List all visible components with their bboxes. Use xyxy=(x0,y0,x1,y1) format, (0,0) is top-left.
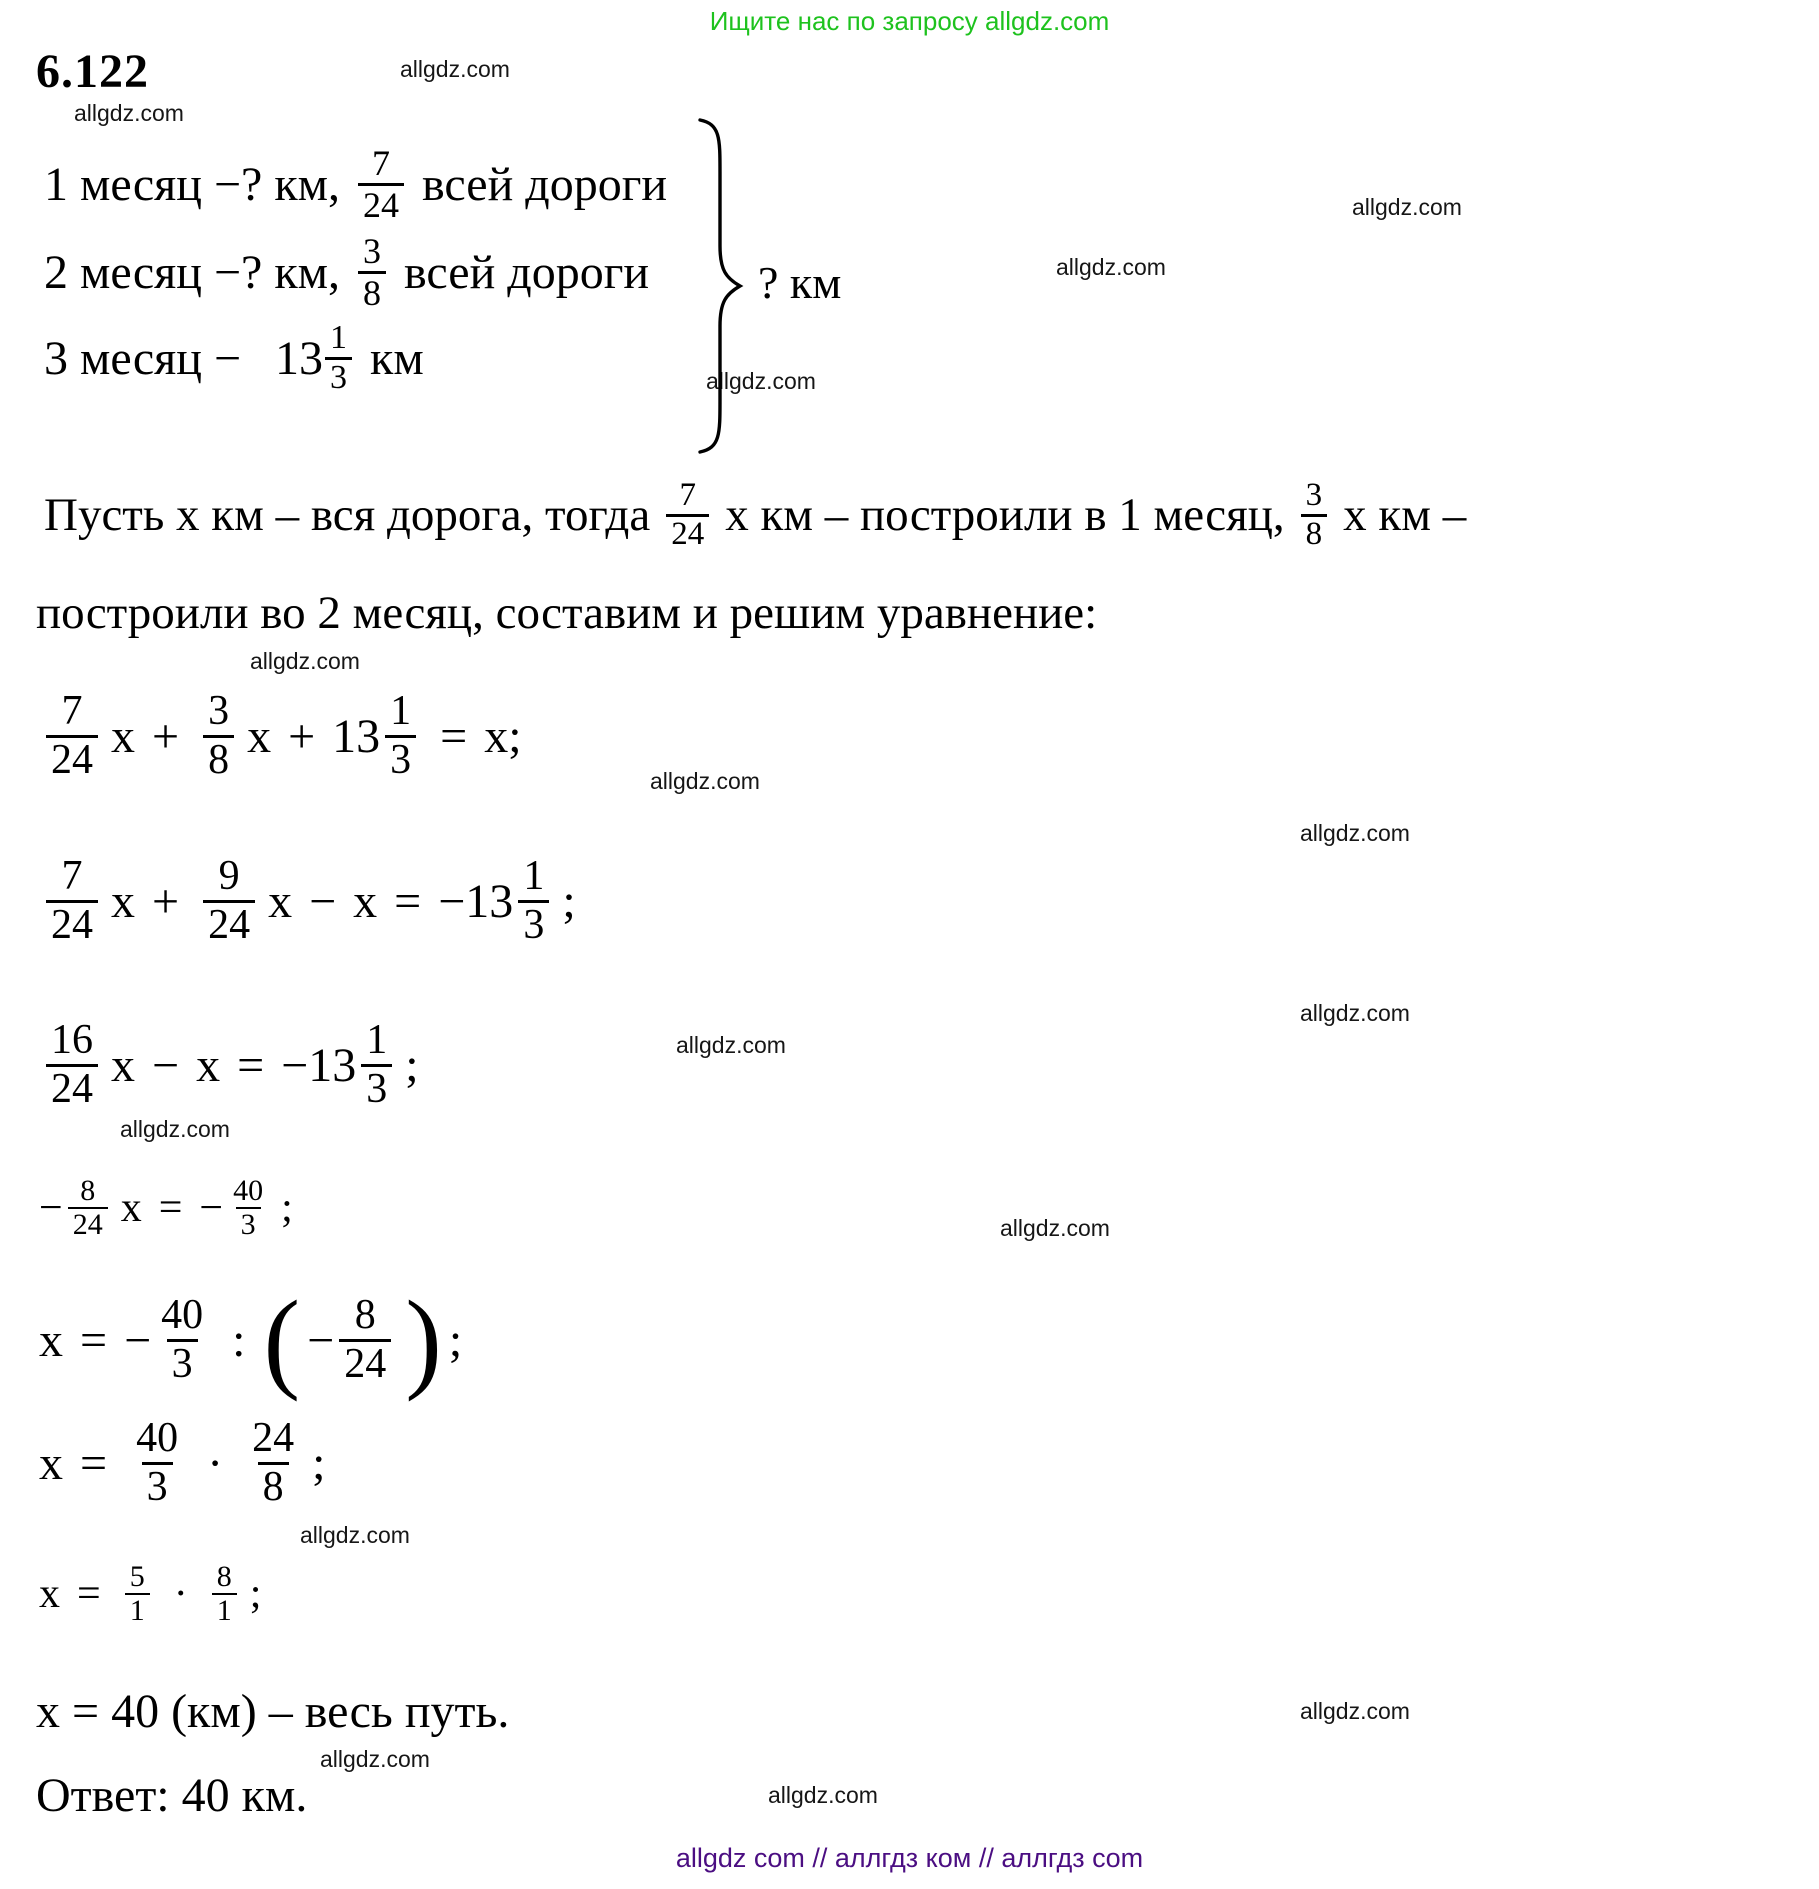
fraction-denominator: 24 xyxy=(46,1064,98,1112)
narrative-text: x км – xyxy=(1343,489,1467,541)
fraction xyxy=(203,689,234,783)
watermark: allgdz.com xyxy=(250,648,360,674)
fraction-numerator: 24 xyxy=(252,1415,295,1462)
fraction-denominator: 8 xyxy=(203,735,234,783)
fraction xyxy=(518,854,549,948)
footer-links: allgdz com // аллгдз ком // аллгдз com xyxy=(675,1843,1144,1873)
fraction-denominator: 24 xyxy=(666,514,709,553)
fraction-numerator: 5 xyxy=(129,1559,145,1593)
math-text: −13 xyxy=(438,874,514,928)
given-line-2-text: 2 месяц −? км, xyxy=(44,245,341,299)
math-text: x xyxy=(247,709,272,763)
watermark: allgdz.com xyxy=(768,1782,878,1808)
fraction xyxy=(247,1416,299,1510)
fraction-numerator: 8 xyxy=(216,1559,232,1593)
problem-number: 6.122 xyxy=(36,45,149,98)
mixed-number-whole: 13 xyxy=(275,331,324,385)
given-line-3 xyxy=(36,304,432,412)
watermark: allgdz.com xyxy=(1300,1000,1410,1026)
fraction-numerator: 3 xyxy=(208,688,230,735)
math-text: x xyxy=(196,1038,221,1092)
fraction-denominator: 24 xyxy=(46,900,98,948)
fraction-numerator: 1 xyxy=(390,688,412,735)
brace-total-label: ? км xyxy=(758,257,842,308)
equation-3 xyxy=(36,995,422,1135)
answer-line: Ответ: 40 км. xyxy=(36,1769,308,1822)
fraction-denominator: 24 xyxy=(46,735,98,783)
fraction-numerator: 7 xyxy=(372,142,391,183)
fraction xyxy=(358,144,404,225)
math-text: x xyxy=(39,1313,63,1367)
watermark: allgdz.com xyxy=(650,768,760,794)
math-text: x xyxy=(120,1185,142,1231)
given-line-1-text: 1 месяц −? км, xyxy=(44,157,341,211)
fraction-numerator: 40 xyxy=(136,1415,179,1462)
math-operator: + xyxy=(288,709,316,763)
fraction xyxy=(358,232,386,313)
equation-6 xyxy=(36,1410,328,1516)
watermark: allgdz.com xyxy=(120,1116,230,1142)
watermark: allgdz.com xyxy=(1056,254,1166,280)
fraction xyxy=(46,854,98,948)
math-text: 13 xyxy=(332,709,381,763)
fraction-denominator: 24 xyxy=(68,1207,108,1241)
math-text: ; xyxy=(405,1038,419,1092)
fraction-denominator: 8 xyxy=(258,1462,289,1510)
equation-1 xyxy=(36,665,525,807)
math-text: ; xyxy=(312,1436,326,1490)
math-operator: = xyxy=(80,1436,108,1490)
math-text: − xyxy=(199,1185,224,1231)
narrative-line-2: построили во 2 месяц, составим и решим уравнение: xyxy=(36,587,1098,639)
math-operator: + xyxy=(152,709,180,763)
math-text: − xyxy=(39,1185,63,1231)
watermark: allgdz.com xyxy=(1352,194,1462,220)
fraction xyxy=(68,1175,108,1242)
math-text: ; xyxy=(249,1571,262,1617)
watermark: allgdz.com xyxy=(676,1032,786,1058)
fraction-denominator: 24 xyxy=(358,183,404,225)
fraction-denominator: 1 xyxy=(125,1593,150,1627)
math-operator: + xyxy=(152,874,180,928)
fraction-numerator: 8 xyxy=(354,1292,376,1339)
result-line: x = 40 (км) – весь путь. xyxy=(36,1685,510,1738)
promo-banner: Ищите нас по запросу allgdz.com xyxy=(709,6,1110,36)
fraction-numerator: 3 xyxy=(363,230,382,271)
equation-5: x = − $\frac{40}{3}$ : ( − $\frac{8}{24}$ ) ; xyxy=(39,1277,463,1403)
math-operator: = xyxy=(158,1185,183,1231)
fraction-denominator: 8 xyxy=(358,271,386,313)
fraction-denominator: 8 xyxy=(1301,514,1328,553)
given-line-1-suffix: всей дороги xyxy=(422,157,668,211)
math-operator: · xyxy=(207,1436,224,1490)
fraction-numerator: 16 xyxy=(51,1017,93,1064)
math-text: − xyxy=(307,1313,335,1367)
math-operator: − xyxy=(309,874,337,928)
math-operator: = xyxy=(77,1571,101,1617)
fraction xyxy=(325,320,352,396)
fraction-numerator: 7 xyxy=(61,688,83,735)
watermark: allgdz.com xyxy=(300,1522,410,1548)
fraction-numerator: 7 xyxy=(61,853,83,900)
fraction-numerator: 7 xyxy=(679,476,696,513)
given-line-2-suffix: всей дороги xyxy=(404,245,650,299)
fraction xyxy=(385,689,416,783)
fraction-numerator: 40 xyxy=(161,1292,204,1339)
curly-brace xyxy=(694,116,746,461)
fraction xyxy=(666,478,709,552)
watermark: allgdz.com xyxy=(320,1746,430,1772)
math-text: x xyxy=(39,1571,60,1617)
watermark: allgdz.com xyxy=(1300,820,1410,846)
fraction-numerator: 8 xyxy=(80,1173,96,1207)
math-text: ; xyxy=(281,1185,293,1231)
fraction xyxy=(361,1018,392,1112)
fraction-numerator: 9 xyxy=(218,853,240,900)
math-text: x xyxy=(111,1038,135,1092)
given-line-3-text: 3 месяц − xyxy=(44,331,242,385)
given-line-3-suffix: км xyxy=(370,331,424,385)
math-text: ; xyxy=(448,1313,463,1367)
fraction-numerator: 40 xyxy=(233,1173,264,1207)
fraction-numerator: 1 xyxy=(523,853,545,900)
fraction-denominator: 3 xyxy=(385,735,416,783)
math-operator: = xyxy=(237,1038,265,1092)
fraction-denominator: 3 xyxy=(325,357,352,397)
fraction-numerator: 1 xyxy=(366,1017,388,1064)
fraction-denominator: 3 xyxy=(142,1462,173,1510)
watermark: allgdz.com xyxy=(706,368,816,394)
fraction xyxy=(339,1293,391,1387)
fraction xyxy=(46,1018,98,1112)
fraction xyxy=(228,1175,268,1242)
math-operator: = xyxy=(80,1313,108,1367)
fraction xyxy=(212,1561,237,1628)
fraction xyxy=(156,1293,208,1387)
fraction xyxy=(1301,478,1328,552)
fraction-denominator: 3 xyxy=(361,1064,392,1112)
fraction-denominator: 24 xyxy=(339,1339,391,1387)
math-operator: − xyxy=(152,1038,180,1092)
math-text: x xyxy=(111,709,135,763)
math-text: −13 xyxy=(281,1038,357,1092)
math-text: x xyxy=(39,1436,63,1490)
watermark: allgdz.com xyxy=(400,56,510,82)
fraction-denominator: 3 xyxy=(236,1207,261,1241)
fraction xyxy=(203,854,255,948)
fraction xyxy=(131,1416,183,1510)
math-text: ; xyxy=(562,874,576,928)
math-text: x xyxy=(268,874,293,928)
math-operator: = xyxy=(440,709,468,763)
narrative-text: Пусть x км – вся дорога, тогда xyxy=(44,489,651,541)
equation-4 xyxy=(36,1160,296,1256)
fraction xyxy=(46,689,98,783)
math-operator: · xyxy=(173,1571,188,1617)
fraction-denominator: 3 xyxy=(167,1339,198,1387)
equation-7 xyxy=(36,1546,264,1642)
math-text: x xyxy=(111,874,135,928)
fraction-denominator: 24 xyxy=(203,900,255,948)
fraction-numerator: 1 xyxy=(330,318,348,356)
watermark: allgdz.com xyxy=(1000,1215,1110,1241)
watermark: allgdz.com xyxy=(74,100,184,126)
fraction-denominator: 3 xyxy=(518,900,549,948)
narrative-line-1 xyxy=(36,456,1474,574)
watermark: allgdz.com xyxy=(1300,1698,1410,1724)
narrative-text: x км – построили в 1 месяц, xyxy=(725,489,1285,541)
math-operator: : xyxy=(232,1313,246,1367)
math-text: x; xyxy=(484,709,522,763)
fraction-denominator: 1 xyxy=(212,1593,237,1627)
fraction xyxy=(125,1561,150,1628)
math-operator: = xyxy=(394,874,422,928)
curly-brace-icon xyxy=(694,116,746,456)
fraction-numerator: 3 xyxy=(1305,476,1323,513)
math-text: x xyxy=(353,874,378,928)
equation-2 xyxy=(36,830,579,972)
math-text: − xyxy=(124,1313,152,1367)
